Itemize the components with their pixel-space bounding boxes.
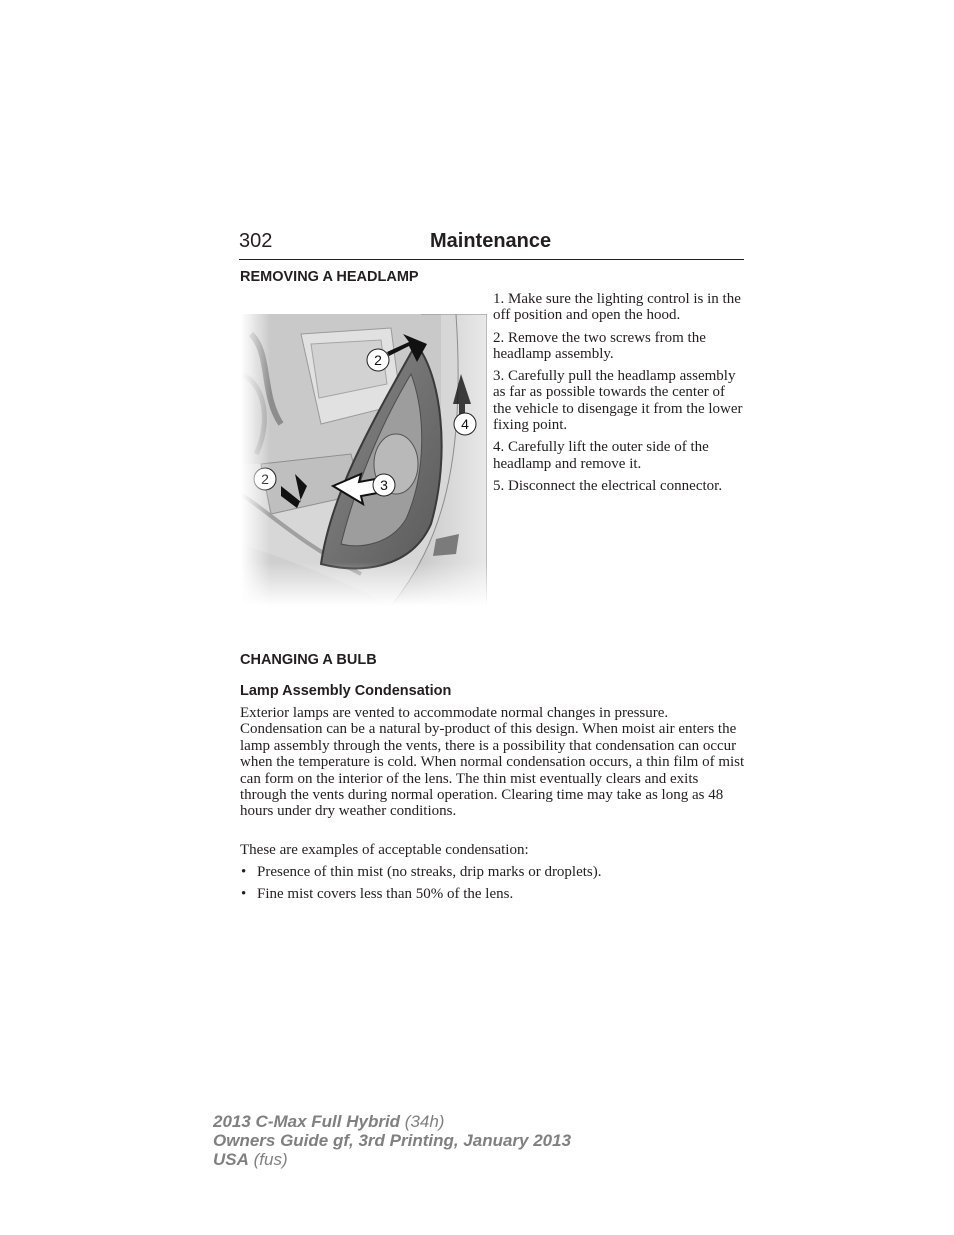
footer-model-code: (34h) — [400, 1112, 445, 1131]
removing-headlamp-heading: REMOVING A HEADLAMP — [240, 269, 419, 285]
example-text: Fine mist covers less than 50% of the lens. — [257, 886, 514, 903]
headlamp-removal-illustration — [241, 314, 487, 606]
page-header — [239, 229, 744, 260]
page-footer — [213, 1112, 571, 1169]
bullet-symbol: • — [241, 864, 247, 880]
footer-market: USA — [213, 1150, 249, 1169]
page-number: 302 — [239, 230, 273, 252]
headlamp-removal-steps — [493, 291, 745, 500]
step-5: 5. Disconnect the electrical connector. — [493, 477, 723, 494]
condensation-examples-list — [240, 864, 745, 909]
section-title: Maintenance — [430, 230, 552, 252]
condensation-paragraph: Exterior lamps are vented to accommodate normal changes in pressure. Condensation can be a natural by-product of this design. When moist air enters the lamp assembly through the vents, there is a possibility that condensation can occur when the temperature is cold. When normal condensation occurs, a thin film of mist can form on the interior of the lens. The thin mist eventually clears and exits through the vents during normal operation. Clearing time may take as long as 48 hours under dry weather conditions. — [240, 705, 745, 820]
headlamp-illustration-svg — [241, 314, 487, 606]
step-2: 2. Remove the two screws from the headlamp assembly. — [493, 329, 706, 362]
changing-bulb-heading: CHANGING A BULB — [240, 652, 377, 668]
list-item — [240, 864, 745, 880]
footer-line-1 — [213, 1112, 571, 1131]
list-item — [240, 886, 745, 902]
step-1: 1. Make sure the lighting control is in the off position and open the hood. — [493, 291, 741, 324]
footer-line-3 — [213, 1150, 571, 1169]
step-4: 4. Carefully lift the outer side of the headlamp and remove it. — [493, 439, 709, 472]
examples-intro: These are examples of acceptable condensation: — [240, 842, 529, 858]
example-text: Presence of thin mist (no streaks, drip marks or droplets). — [257, 864, 602, 880]
footer-line-2: Owners Guide gf, 3rd Printing, January 2013 — [213, 1131, 572, 1150]
footer-market-code: (fus) — [248, 1150, 288, 1169]
bullet-symbol: • — [241, 886, 247, 903]
step-3: 3. Carefully pull the headlamp assembly as far as possible towards the center of the vehicle to disengage it from the lower fixing point. — [493, 368, 743, 434]
footer-model: 2013 C-Max Full Hybrid — [213, 1112, 401, 1131]
condensation-subheading: Lamp Assembly Condensation — [240, 683, 452, 699]
